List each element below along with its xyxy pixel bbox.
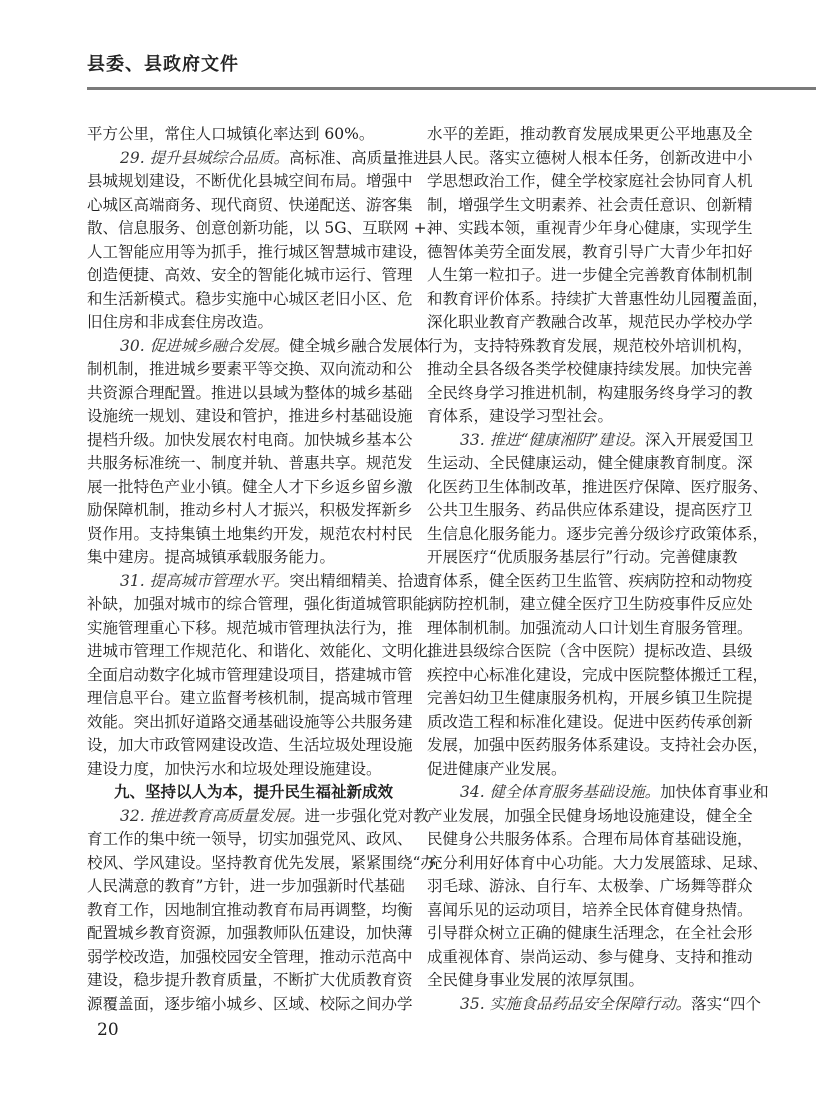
text-line (87, 429, 413, 453)
line-text: 化医药卫生体制改革，推进医疗保障、医疗服务、 (427, 477, 769, 496)
text-line (87, 711, 413, 735)
paragraph (87, 123, 388, 147)
line-text: 加快体育事业和 (660, 783, 769, 801)
line-text: 民健身公共服务体系。合理布局体育基础设施， (427, 830, 753, 848)
paragraph (87, 335, 429, 570)
text-line (87, 617, 413, 641)
line-text: 质改造工程和标准化建设。促进中医药传承创新 (427, 712, 753, 731)
text-line (427, 194, 753, 218)
line-text: 源覆盖面，逐步缩小城乡、区域、校际之间办学 (87, 994, 413, 1013)
line-text: 公共卫生服务、药品供应体系建设，提高医疗卫 (427, 501, 753, 519)
line-text: 全民健身事业发展的浓厚氛围。 (427, 971, 645, 989)
text-line (427, 758, 728, 782)
line-text: 和教育评价体系。持续扩大普惠性幼儿园覆盖面， (427, 289, 769, 308)
text-line (87, 734, 413, 758)
text-line (427, 147, 753, 171)
paragraph-lead: 33. 推进“健康湘阴”建设。 (460, 430, 645, 449)
line-text: 教育工作，因地制宜推动教育布局再调整，均衡 (87, 900, 413, 919)
line-text: 设施统一规划、建设和管护，推进乡村基础设施 (87, 407, 413, 425)
text-line (427, 734, 769, 758)
paragraph-lead: 29. 提升县城综合品质。 (120, 148, 290, 167)
line-text: 散、信息服务、创意创新功能，以 5G、互联网 +、 (87, 219, 443, 237)
line-text: 设，加大市政管网建设改造、生活垃圾处理设施 (87, 736, 413, 754)
line-text: 理信息平台。建立监督考核机制，提高城市管理 (87, 689, 413, 707)
line-text: 励保障机制，推动乡村人才振兴，积极发挥新乡 (87, 501, 413, 519)
text-line (427, 922, 753, 946)
text-line (87, 123, 388, 147)
text-line (87, 264, 413, 288)
line-text: 展一批特色产业小镇。健全人才下乡返乡留乡激 (87, 477, 413, 496)
text-line (427, 546, 738, 570)
line-text: 弱学校改造，加强校园安全管理，推动示范高中 (87, 947, 413, 966)
text-line (427, 781, 769, 805)
line-text: 水平的差距，推动教育发展成果更公平地惠及全 (427, 125, 753, 143)
line-text: 建设，稳步提升教育质量，不断扩大优质教育资 (87, 971, 413, 989)
text-line (427, 969, 728, 993)
text-line (427, 311, 753, 335)
line-text: 配置城乡教育资源，加强教师队伍建设，加快薄 (87, 924, 413, 942)
line-text: 县城规划建设，不断优化县城空间布局。增强中 (87, 172, 413, 190)
line-text: 校风、学风建设。坚持教育优先发展，紧紧围绕“办 (87, 853, 436, 872)
text-line (87, 170, 413, 194)
line-text: 制，增强学生文明素养、社会责任意识、创新精 (427, 195, 753, 214)
line-text: 突出精细精美、拾遗 (289, 571, 429, 590)
right-column (427, 123, 769, 1016)
text-line (427, 523, 769, 547)
line-text: 实施管理重心下移。规范城市管理执法行为，推 (87, 618, 413, 637)
line-text: 成重视体育、崇尚运动、参与健身、支持和推动 (427, 947, 753, 966)
text-line (427, 170, 753, 194)
line-text: 促进健康产业发展。 (427, 759, 567, 778)
text-line (427, 123, 753, 147)
line-text: 创造便捷、高效、安全的智能化城市运行、管理 (87, 266, 413, 284)
line-text: 落实“四个 (691, 994, 762, 1013)
text-line (427, 335, 753, 359)
line-text: 完善妇幼卫生健康服务机构，开展乡镇卫生院提 (427, 689, 753, 707)
text-line (427, 288, 769, 312)
line-text: 育体系，健全医药卫生监管、疾病防控和动物疫 (427, 571, 753, 590)
text-line (427, 570, 753, 594)
line-text: 制机制，推进城乡要素平等交换、双向流动和公 (87, 360, 413, 378)
text-line (427, 805, 753, 829)
line-text: 全民终身学习推进机制，构建服务终身学习的教 (427, 383, 753, 402)
text-line (427, 617, 753, 641)
text-line (87, 382, 413, 406)
line-text: 和生活新模式。稳步实施中心城区老旧小区、危 (87, 289, 413, 308)
text-line (87, 899, 413, 923)
text-line (87, 523, 413, 547)
text-line (87, 922, 413, 946)
text-line (87, 993, 413, 1017)
text-line (427, 899, 753, 923)
text-line (87, 194, 413, 218)
text-line (87, 311, 388, 335)
page-number: 20 (97, 1020, 119, 1040)
text-line (87, 147, 429, 171)
text-line (87, 946, 413, 970)
text-line (87, 570, 429, 594)
line-text: 提档升级。加快发展农村电商。加快城乡基本公 (87, 430, 413, 449)
paragraph (427, 429, 769, 782)
line-text: 共资源合理配置。推进以县域为整体的城乡基础 (87, 383, 413, 402)
line-text: 平方公里，常住人口城镇化率达到 60%。 (87, 125, 375, 143)
line-text: 共服务标准统一、制度并轨、普惠共享。规范发 (87, 454, 413, 472)
paragraph (427, 781, 769, 993)
text-line (427, 687, 753, 711)
text-line (427, 476, 769, 500)
text-line (427, 217, 753, 241)
text-line (87, 358, 413, 382)
text-line (87, 969, 413, 993)
paragraph (87, 570, 444, 782)
line-text: 深入开展爱国卫 (644, 430, 754, 449)
text-line (427, 264, 753, 288)
text-line (87, 828, 413, 852)
text-line (87, 217, 443, 241)
paragraph (87, 147, 443, 335)
line-text: 县人民。落实立德树人根本任务，创新改进中小 (427, 148, 753, 167)
line-text: 贤作用。支持集镇土地集约开发，规范农村村民 (87, 524, 413, 543)
line-text: 羽毛球、游泳、自行车、太极拳、广场舞等群众 (427, 877, 753, 895)
paragraph-lead: 30. 促进城乡融合发展。 (120, 336, 290, 355)
text-line (427, 828, 753, 852)
text-line (427, 593, 753, 617)
left-column (87, 123, 444, 1016)
line-text: 推动全县各级各类学校健康持续发展。加快完善 (427, 360, 753, 378)
paragraph (427, 123, 769, 429)
text-line (87, 288, 413, 312)
text-line (427, 711, 753, 735)
line-text: 产业发展，加强全民健身场地设施建设，健全全 (427, 806, 753, 825)
line-text: 进一步强化党对教 (304, 806, 429, 825)
text-line (87, 664, 413, 688)
line-text: 推进县级综合医院（含中医院）提标改造、县级 (427, 642, 753, 660)
line-text: 集中建房。提高城镇承载服务能力。 (87, 548, 336, 566)
text-line (87, 452, 413, 476)
line-text: 进城市管理工作规范化、和谐化、效能化、文明化。 (87, 642, 444, 660)
text-line (427, 405, 728, 429)
text-line (87, 875, 405, 899)
line-text: 学思想政治工作，健全学校家庭社会协同育人机 (427, 172, 753, 190)
paragraph-lead: 31. 提高城市管理水平。 (120, 571, 290, 590)
line-text: 高标准、高质量推进 (289, 148, 429, 167)
text-line (427, 664, 769, 688)
line-text: 病防控机制，建立健全医疗卫生防疫事件反应处 (427, 595, 753, 613)
line-text: 生运动、全民健康运动，健全健康教育制度。深 (427, 454, 753, 472)
paragraph (87, 805, 436, 1017)
paragraph-lead: 34. 健全体育服务基础设施。 (460, 783, 661, 801)
line-text: 人生第一粒扣子。进一步健全完善教育体制机制 (427, 266, 753, 284)
line-text: 神、实践本领，重视青少年身心健康，实现学生 (427, 219, 753, 237)
paragraph (427, 993, 762, 1017)
header-rule (87, 87, 816, 90)
text-line (427, 852, 769, 876)
text-line (87, 546, 388, 570)
text-line (87, 241, 429, 265)
line-text: 喜闻乐见的运动项目，培养全民体育健身热情。 (427, 900, 753, 919)
text-line (87, 687, 413, 711)
text-line (427, 241, 753, 265)
text-line (427, 640, 753, 664)
line-text: 建设力度，加快污水和垃圾处理设施建设。 (87, 759, 382, 778)
text-line (87, 640, 444, 664)
line-text: 心城区高端商务、现代商贸、快递配送、游客集 (87, 195, 413, 214)
line-text: 人民满意的教育”方针，进一步加强新时代基础 (87, 877, 405, 895)
text-line (87, 758, 388, 782)
line-text: 生信息化服务能力。逐步完善分级诊疗政策体系， (427, 524, 769, 543)
line-text: 行为，支持特殊教育发展，规范校外培训机构， (427, 336, 753, 355)
paragraph-lead: 35. 实施食品药品安全保障行动。 (460, 994, 692, 1013)
line-text: 德智体美劳全面发展，教育引导广大青少年扣好 (427, 242, 753, 261)
line-text: 全面启动数字化城市管理建设项目，搭建城市管 (87, 665, 413, 684)
text-line (427, 382, 753, 406)
text-line (87, 405, 413, 429)
line-text: 旧住房和非成套住房改造。 (87, 313, 274, 331)
line-text: 人工智能应用等为抓手，推行城区智慧城市建设， (87, 242, 429, 261)
line-text: 补缺，加强对城市的综合管理，强化街道城管职能， (87, 595, 444, 613)
text-line (427, 946, 753, 970)
text-line (87, 852, 436, 876)
section-heading: 九、坚持以人为本，提升民生福祉新成效 (114, 783, 394, 801)
text-line (87, 805, 429, 829)
text-line (427, 993, 762, 1017)
line-text: 健全城乡融合发展体 (289, 336, 429, 355)
line-text: 疾控中心标准化建设，完成中医院整体搬迁工程， (427, 665, 769, 684)
line-text: 育体系，建设学习型社会。 (427, 407, 614, 425)
text-line (427, 875, 753, 899)
text-line (87, 593, 444, 617)
line-text: 理体制机制。加强流动人口计划生育服务管理。 (427, 618, 753, 637)
line-text: 深化职业教育产教融合改革，规范民办学校办学 (427, 313, 753, 331)
line-text: 开展医疗“优质服务基层行”行动。完善健康教 (427, 548, 738, 566)
running-header-title: 县委、县政府文件 (87, 54, 239, 75)
line-text: 充分利用好体育中心功能。大力发展篮球、足球、 (427, 853, 769, 872)
text-line (427, 499, 753, 523)
text-line (427, 452, 753, 476)
text-line (87, 499, 413, 523)
text-line (87, 335, 429, 359)
text-line (427, 358, 753, 382)
paragraph-lead: 32. 推进教育高质量发展。 (120, 806, 305, 825)
line-text: 育工作的集中统一领导，切实加强党风、政风、 (87, 830, 413, 848)
line-text: 引导群众树立正确的健康生活理念，在全社会形 (427, 924, 753, 942)
text-line (87, 476, 413, 500)
line-text: 发展，加强中医药服务体系建设。支持社会办医， (427, 736, 769, 754)
line-text: 效能。突出抓好道路交通基础设施等公共服务建 (87, 712, 413, 731)
text-line (427, 429, 754, 453)
